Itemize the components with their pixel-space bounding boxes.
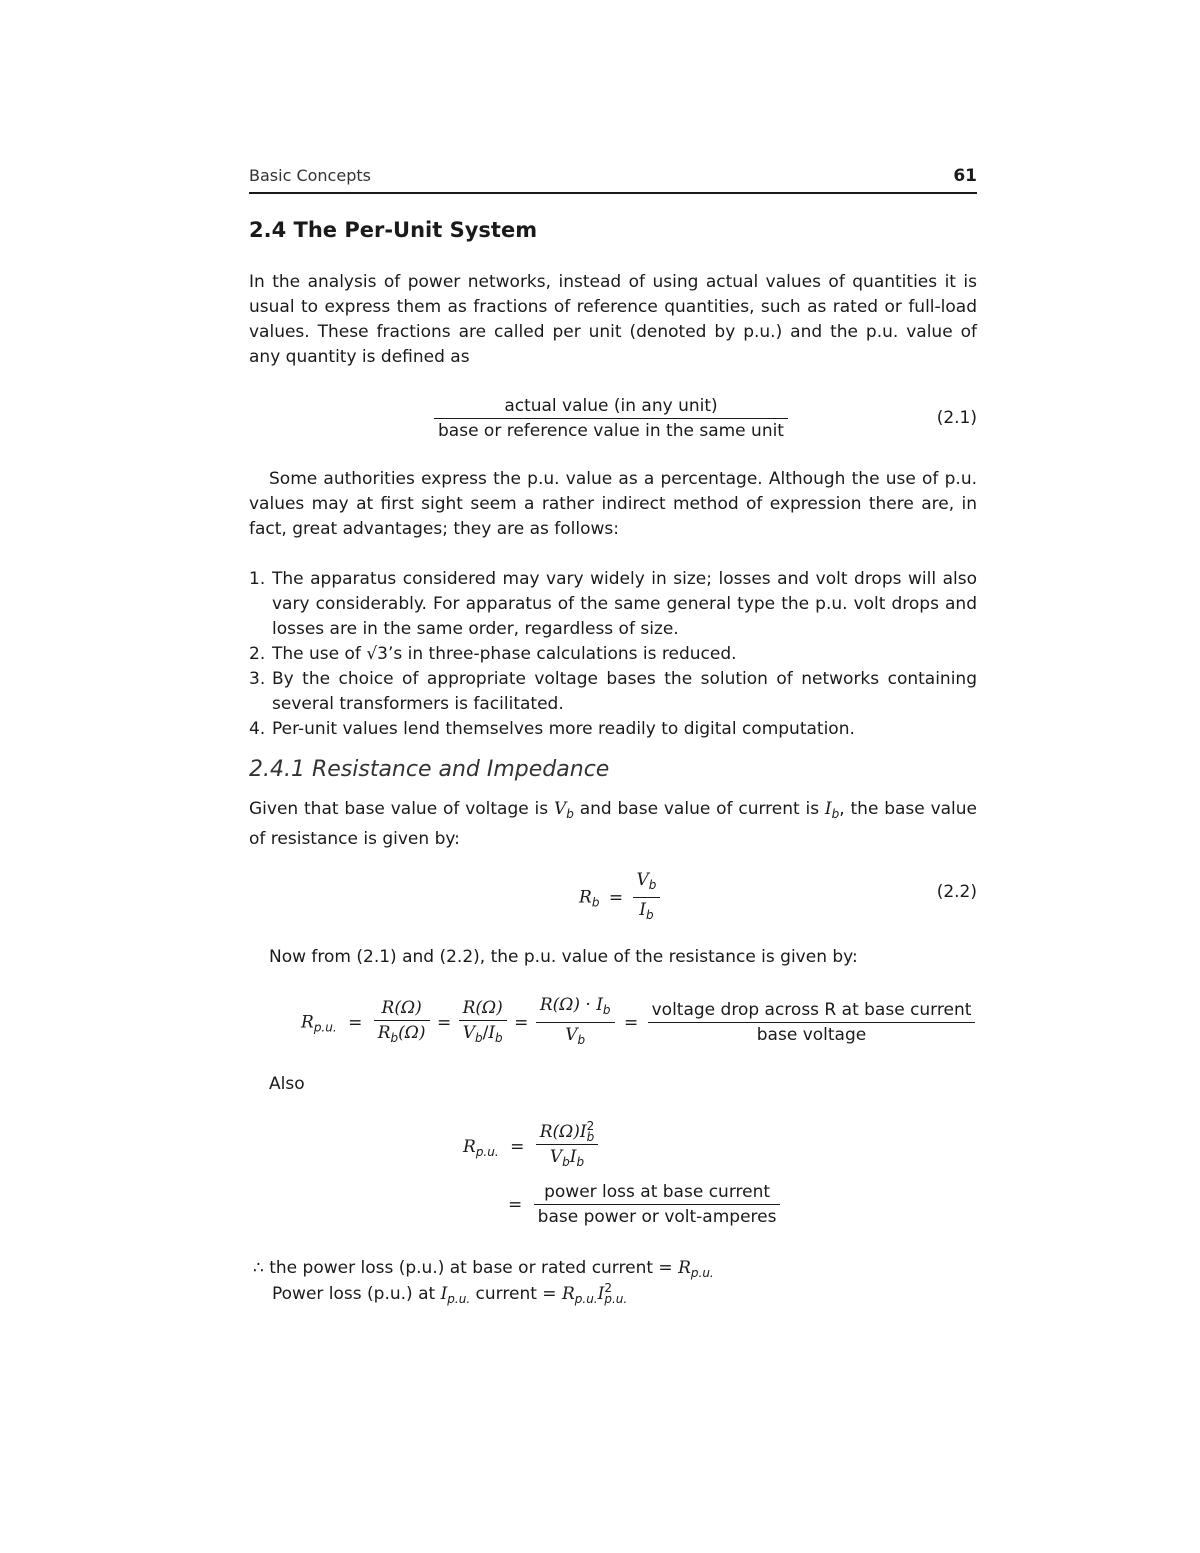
list-item: 1. The apparatus considered may vary widely in size; losses and volt drops will also vary considerably. For apparatus of the same general type the p.u. volt drops and losses are in the same order, regardless of size. (249, 569, 977, 639)
also-label: Also (269, 1074, 305, 1094)
equation-number: (2.1) (936, 408, 977, 428)
conclusion-line-1: ∴ the power loss (p.u.) at base or rated current = $R_{p.u.}$ (253, 1258, 714, 1280)
section-heading: 2.4 The Per-Unit System (249, 218, 538, 242)
running-header (249, 166, 977, 194)
eq1-denominator: base or reference value in the same unit (438, 421, 784, 441)
running-title: Basic Concepts (249, 166, 371, 185)
list-item: 4. Per-unit values lend themselves more readily to digital computation. (249, 719, 855, 739)
intro-paragraph: In the analysis of power networks, instead of using actual values of quantities it is usual to express them as fractions of reference quantities, such as rated or full-load values. These fractions are called per unit (denoted by p.u.) and the p.u. value of any quantity is defined as (249, 272, 977, 367)
advantages-list (249, 567, 977, 742)
list-item: 3. By the choice of appropriate voltage bases the solution of networks containing several transformers is facilitated. (249, 669, 977, 714)
equation-number: (2.2) (936, 882, 977, 902)
sqrt3: √3 (366, 644, 388, 664)
advantages-paragraph: Some authorities express the p.u. value as a percentage. Although the use of p.u. values may at first sight seem a rather indirect method of expression there are, in fact, great advantages; they are as follows: (249, 469, 977, 539)
eq1-numerator: actual value (in any unit) (434, 394, 788, 419)
subsection-heading: 2.4.1 Resistance and Impedance (249, 757, 610, 782)
pu-resistance-intro: Now from (2.1) and (2.2), the p.u. value of the resistance is given by: (269, 947, 858, 967)
eq2-fraction: $\frac{V_b}{I_b}$ (633, 868, 661, 927)
eq1-fraction (434, 394, 788, 443)
equation-rpu: $R_{p.u.}$ = $\frac{R(\Omega)}{R_b(\Omega)}$ = $\frac{R(\Omega)}{V_b/I_b}$ = $\frac{R(\Omega) \cdot I_b}{V_b}$ = $\frac{\text{voltage drop across R at base current}}{\text{base voltage}}$ (301, 993, 975, 1052)
list-item: 2. The use of √3’s in three-phase calculations is reduced. (249, 644, 737, 664)
page-number: 61 (953, 166, 977, 186)
equation-rpu-power: $R_{p.u.}$ = R(Ω)I2 b $V_bI_b$ (463, 1120, 598, 1174)
conclusion-line-2: Power loss (p.u.) at $I_{p.u.}$ current = $R_{p.u.}I2$ p.u. (272, 1281, 628, 1306)
page: Basic Concepts 61 2.4 The Per-Unit System In the analysis of power networks, instead of using actual values of quantities it is usual to express them as fractions of reference quantities, such as rated or full-load values. These fractions are called per unit (denoted by p.u.) and the p.u. value of any quantity is defined as $\frac{\text{actual value (in any unit)}}{\text{base or reference value in the same unit}}$ (2.1) Some authorities express the p.u. value as a percentage. Although the use of p.u. values may at first sight seem a rather indirect method of expression there are, in fact, great advantages; they are as follows: 1. The apparatus considered may vary widely in size; losses and volt drops will also vary considerably. For apparatus of the same general type the p.u. volt drops and losses are in the same order, regardless of size. 2. The use of √3’s in three-phase calculations is reduced. 3. By the choice of appropriate voltage bases the solution of networks containing several transformers is facilitated. 4. Per-unit values lend themselves more readily to digital computation. 2.4.1 Resistance and Impedance Given that base value of voltage is $V_b$ and base value of current is $I_b$, the base value of resistance is given by: $R_b$ = $\frac{V_b}{I_b}$ (2.2) Now from (2.1) and (2.2), the p.u. value of the resistance is given by: $R_{p.u.}$ = $\frac{R(\Omega)}{R_b(\Omega)}$ = $\frac{R(\Omega)}{V_b/I_b}$ = $\frac{R(\Omega) \cdot I_b}{V_b}$ = $\frac{\text{voltage drop across R at base current}}{\text{base voltage}}$ Also $R_{p.u.}$ = R(Ω)I2 b $V_bI_b$ = $\frac{\text{power loss at base current}}{\text{base power or volt-amperes}}$ ∴ the power loss (p.u.) at base or rated current = $R_{p.u.}$ Power loss (p.u.) at $I_{p.u.}$ current = $R_{p.u.}I2$ p.u. (249, 166, 978, 1306)
base-values-paragraph: Given that base value of voltage is $V_b$ and base value of current is $I_b$, the base value of resistance is given by: (249, 799, 978, 849)
equation-power-loss-ratio: = $\frac{\text{power loss at base current}}{\text{base power or volt-amperes}}$ (508, 1180, 780, 1229)
